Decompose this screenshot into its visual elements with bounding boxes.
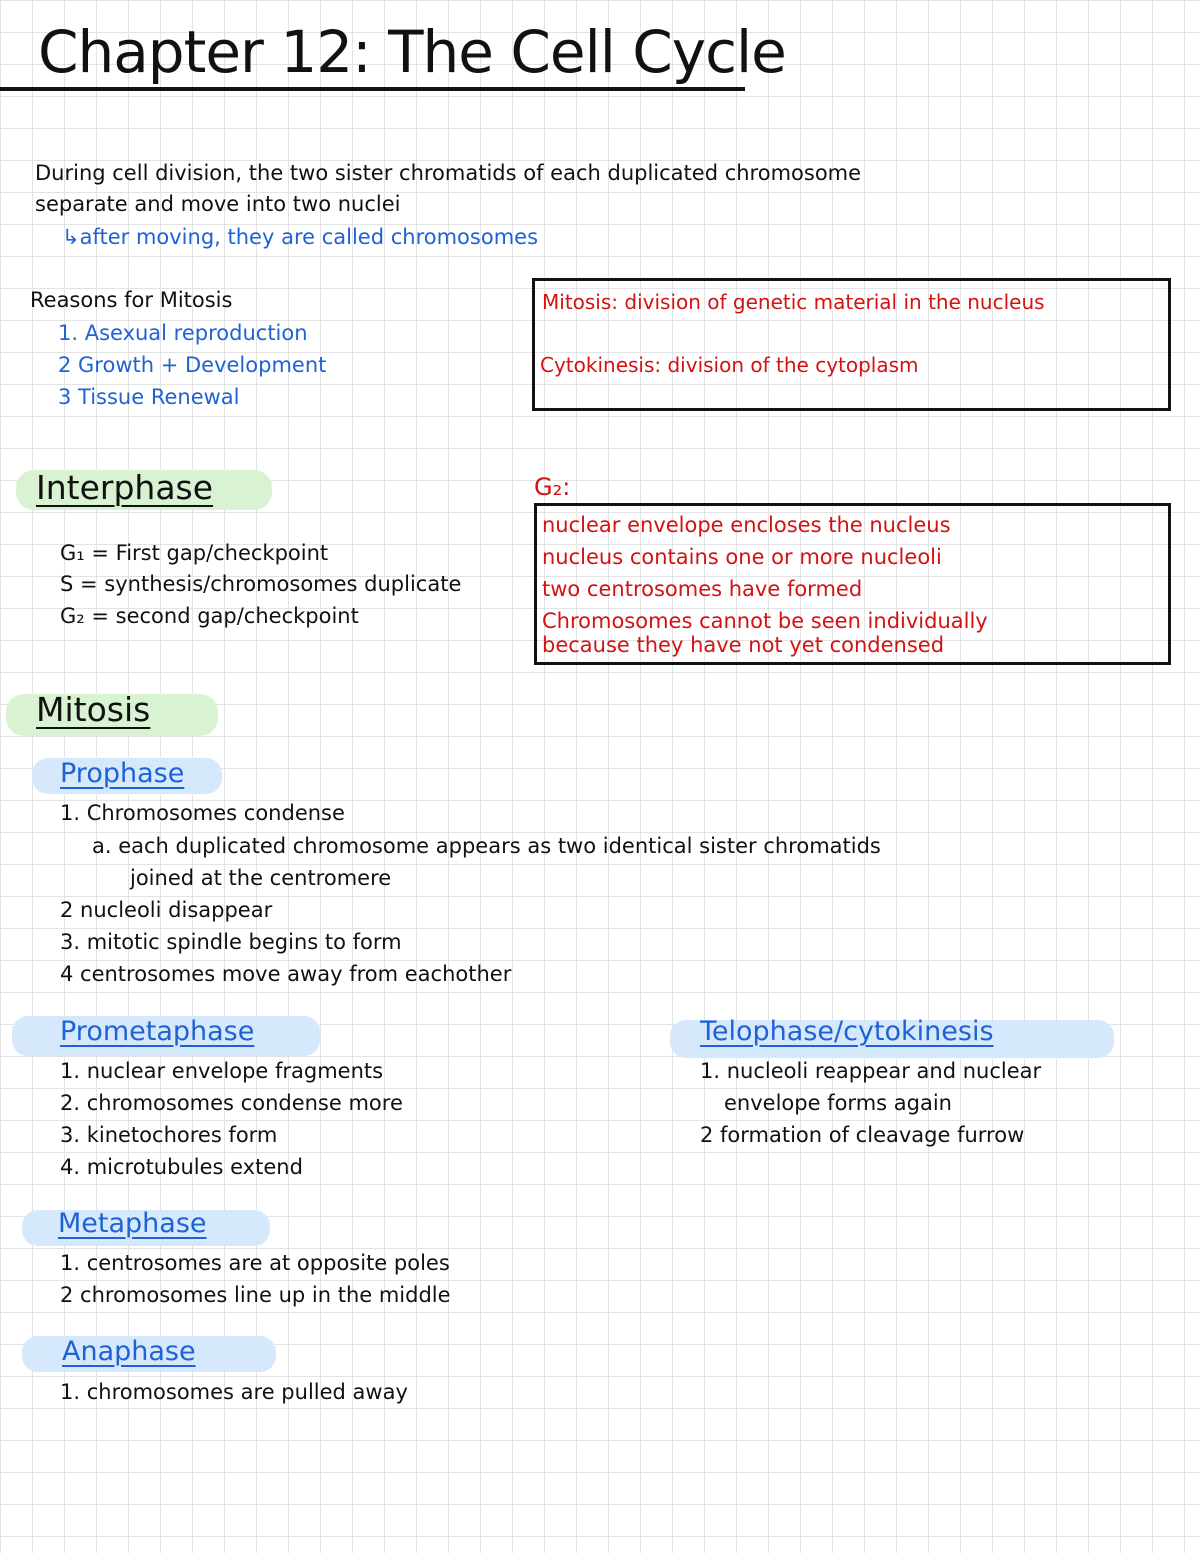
prophase-item-1: 1. Chromosomes condense (60, 801, 345, 825)
page-title: Chapter 12: The Cell Cycle (38, 18, 786, 86)
intro-note: ↳after moving, they are called chromosomes (62, 225, 539, 249)
prometaphase-item-3: 3. kinetochores form (60, 1123, 278, 1147)
intro-line-2: separate and move into two nuclei (35, 192, 401, 216)
interphase-heading: Interphase (36, 468, 214, 507)
telophase-item-1-cont: envelope forms again (724, 1091, 952, 1115)
telophase-heading: Telophase/cytokinesis (700, 1016, 994, 1047)
telophase-item-1: 1. nucleoli reappear and nuclear (700, 1059, 1042, 1083)
g2-item-5: because they have not yet condensed (542, 633, 945, 657)
prophase-heading: Prophase (60, 758, 185, 789)
metaphase-item-2: 2 chromosomes line up in the middle (60, 1283, 451, 1307)
g2-item-2: nucleus contains one or more nucleoli (542, 545, 942, 569)
telophase-item-2: 2 formation of cleavage furrow (700, 1123, 1025, 1147)
anaphase-heading: Anaphase (62, 1336, 196, 1367)
g2-item-1: nuclear envelope encloses the nucleus (542, 513, 951, 537)
g2-heading: G₂: (534, 473, 571, 501)
prometaphase-heading: Prometaphase (60, 1016, 255, 1047)
prophase-item-4: 4 centrosomes move away from eachother (60, 962, 512, 986)
title-underline (0, 87, 745, 91)
prophase-item-1a: a. each duplicated chromosome appears as two identical sister chromatids (92, 834, 881, 858)
g2-item-3: two centrosomes have formed (542, 577, 863, 601)
prometaphase-item-4: 4. microtubules extend (60, 1155, 303, 1179)
reasons-heading: Reasons for Mitosis (30, 288, 233, 312)
intro-line-1: During cell division, the two sister chromatids of each duplicated chromosome (35, 161, 862, 185)
prophase-item-1a-cont: joined at the centromere (130, 866, 392, 890)
prophase-item-3: 3. mitotic spindle begins to form (60, 930, 402, 954)
metaphase-item-1: 1. centrosomes are at opposite poles (60, 1251, 450, 1275)
g2-item-4: Chromosomes cannot be seen individually (542, 609, 988, 633)
interphase-item-s: S = synthesis/chromosomes duplicate (60, 572, 462, 596)
prophase-item-2: 2 nucleoli disappear (60, 898, 273, 922)
interphase-item-g1: G₁ = First gap/checkpoint (60, 541, 329, 565)
metaphase-heading: Metaphase (58, 1208, 207, 1239)
mitosis-heading: Mitosis (36, 690, 151, 729)
reasons-item-3: 3 Tissue Renewal (58, 385, 240, 409)
reasons-item-2: 2 Growth + Development (58, 353, 327, 377)
anaphase-item-1: 1. chromosomes are pulled away (60, 1380, 408, 1404)
mitosis-definition: Mitosis: division of genetic material in the nucleus (542, 290, 1045, 314)
interphase-item-g2: G₂ = second gap/checkpoint (60, 604, 359, 628)
prometaphase-item-1: 1. nuclear envelope fragments (60, 1059, 384, 1083)
cytokinesis-definition: Cytokinesis: division of the cytoplasm (540, 353, 919, 377)
reasons-item-1: 1. Asexual reproduction (58, 321, 308, 345)
prometaphase-item-2: 2. chromosomes condense more (60, 1091, 403, 1115)
